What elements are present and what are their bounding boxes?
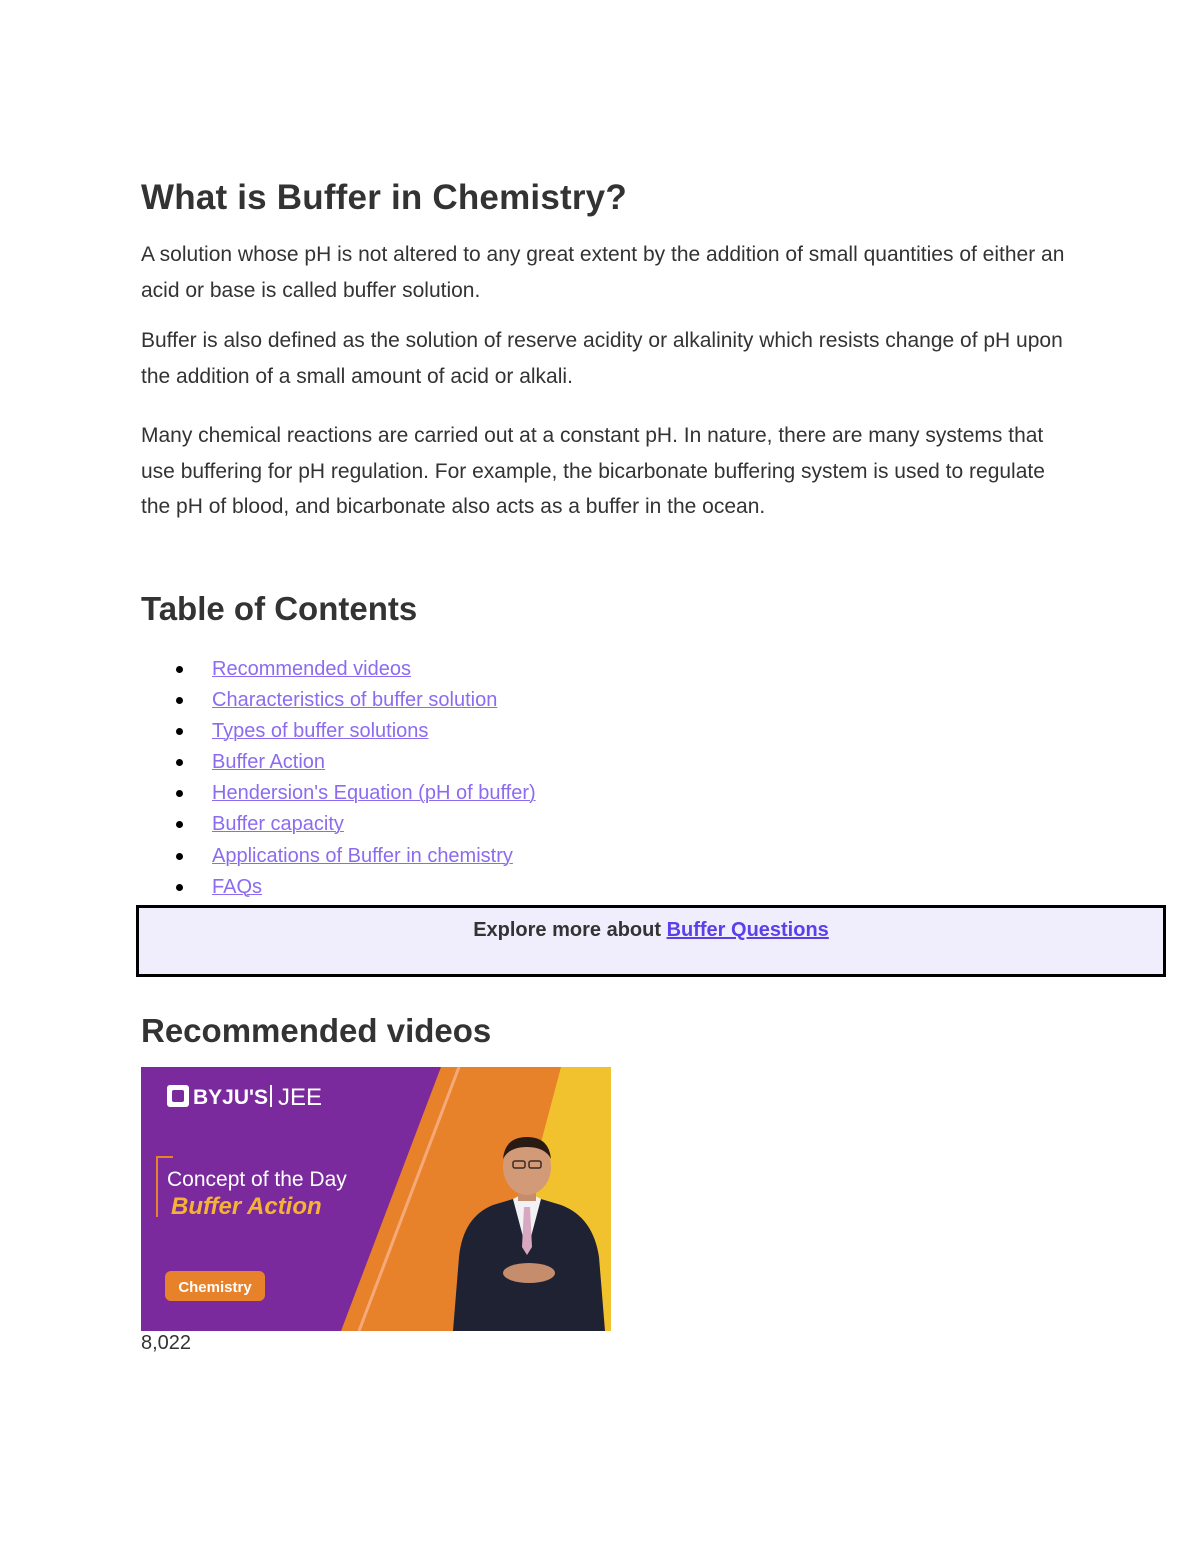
thumbnail-line1: Concept of the Day: [167, 1168, 347, 1191]
bullet-icon: [176, 790, 183, 797]
toc-link-buffer-capacity[interactable]: Buffer capacity: [212, 813, 344, 836]
toc-item: [141, 809, 536, 840]
bullet-icon: [176, 728, 183, 735]
toc-item: [141, 778, 536, 809]
explore-prefix: Explore more about: [473, 919, 661, 941]
explore-more-text: [139, 919, 1163, 942]
paragraph-alt-definition: Buffer is also defined as the solution of reserve acidity or alkalinity which resists change of pH upon the addition of a small amount of acid or alkali.: [141, 329, 1063, 388]
bullet-icon: [176, 821, 183, 828]
toc-link-buffer-action[interactable]: Buffer Action: [212, 751, 326, 774]
explore-more-box: [136, 905, 1166, 977]
toc-link-types[interactable]: Types of buffer solutions: [212, 720, 429, 743]
toc-link-applications[interactable]: Applications of Buffer in chemistry: [212, 844, 513, 867]
paragraph-nature-examples: Many chemical reactions are carried out at a constant pH. In nature, there are many systems that use buffering for pH regulation. For example, the bicarbonate buffering system is used to regulate the pH of blood, and bicarbonate also acts as a buffer in the ocean.: [141, 424, 1045, 518]
toc-item: [141, 654, 536, 685]
paragraph-definition: A solution whose pH is not altered to any great extent by the addition of small quantities of either an acid or base is called buffer solution.: [141, 243, 1065, 302]
buffer-questions-link[interactable]: Buffer Questions: [666, 919, 829, 941]
bullet-icon: [176, 759, 183, 766]
thumbnail-brand-suffix: JEE: [278, 1084, 323, 1111]
bullet-icon: [176, 884, 183, 891]
bullet-icon: [176, 666, 183, 673]
toc-list: [141, 654, 536, 903]
toc-item: [141, 747, 536, 778]
thumbnail-brand: BYJU'S: [193, 1086, 269, 1109]
bullet-icon: [176, 853, 183, 860]
toc-link-hendersons-equation[interactable]: Hendersion's Equation (pH of buffer): [212, 782, 536, 805]
toc-item: [141, 716, 536, 747]
video-thumbnail[interactable]: [141, 1067, 611, 1331]
article-title: What is Buffer in Chemistry?: [141, 178, 627, 217]
toc-item: [141, 841, 536, 872]
toc-item: [141, 685, 536, 716]
thumbnail-badge-label: Chemistry: [178, 1279, 252, 1296]
thumbnail-line2: Buffer Action: [171, 1193, 322, 1220]
bullet-icon: [176, 697, 183, 704]
toc-link-recommended-videos[interactable]: Recommended videos: [212, 658, 411, 680]
video-view-count: 8,022: [141, 1332, 192, 1354]
toc-link-characteristics[interactable]: Characteristics of buffer solution: [212, 689, 498, 712]
recommended-videos-title: Recommended videos: [141, 1012, 492, 1049]
toc-link-faqs[interactable]: FAQs: [212, 875, 263, 898]
thumbnail-graphic: [141, 1067, 611, 1331]
toc-title: Table of Contents: [141, 590, 418, 627]
toc-item: [141, 872, 536, 903]
